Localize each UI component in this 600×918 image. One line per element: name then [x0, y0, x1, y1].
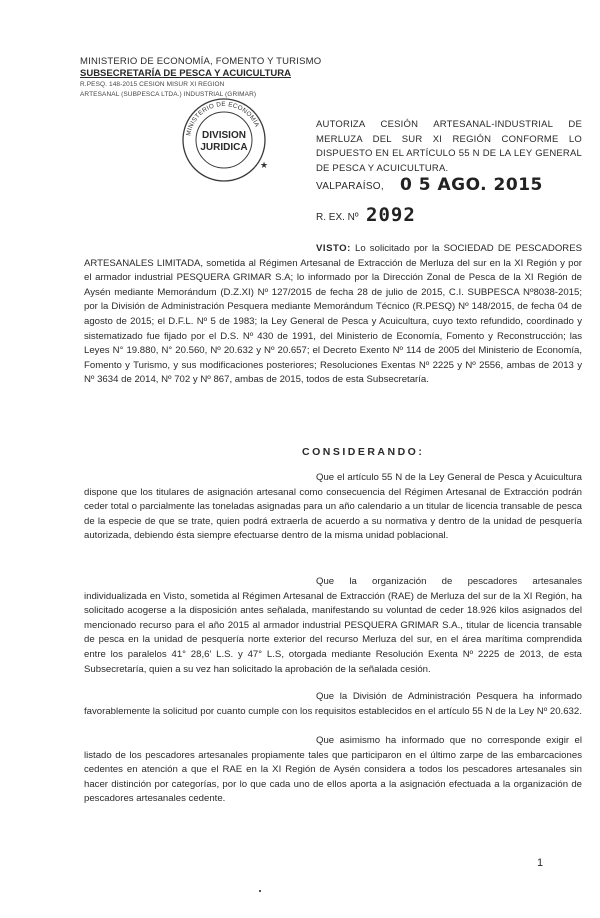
- scan-mark: [259, 890, 261, 892]
- stamp-line-1: DIVISION: [202, 130, 246, 141]
- resolution-subject: AUTORIZA CESIÓN ARTESANAL-INDUSTRIAL DE MERLUZA DEL SUR XI REGIÓN CONFORME LO DISPUESTO EN EL ARTÍCULO 55 N DE LA LEY GENERAL DE PESCA Y ACUICULTURA.: [316, 119, 582, 174]
- letterhead: [80, 56, 321, 100]
- considerando-paragraph-3: Que la División de Administración Pesquera ha informado favorablemente la solicitud por cuanto cumple con los requisitos establecidos en el artículo 55 N de la Ley Nº 20.632.: [84, 691, 582, 717]
- division-juridica-stamp: [180, 96, 268, 184]
- considerando-heading: CONSIDERANDO:: [302, 446, 425, 458]
- reference-line-1: R.PESQ. 148-2015 CESION MISUR XI REGION: [80, 81, 225, 88]
- stamp-ring-text: MINISTERIO DE ECONOMÍA: [185, 100, 261, 137]
- stamp-line-2: JURIDICA: [200, 142, 248, 153]
- subsecretaria-name: SUBSECRETARÍA DE PESCA Y ACUICULTURA: [80, 68, 291, 79]
- city-label: VALPARAÍSO,: [316, 181, 384, 192]
- resolution-number: 2092: [366, 204, 416, 226]
- visto-paragraph: [84, 242, 582, 388]
- visto-label: VISTO:: [316, 243, 351, 254]
- resolution-number-line: [316, 204, 416, 226]
- reference-line-2: ARTESANAL (SUBPESCA LTDA.) INDUSTRIAL (GRIMAR): [80, 91, 257, 98]
- considerando-paragraph-4: Que asimismo ha informado que no corresponde exigir el listado de los pescadores artesanales propiamente tales que participaron en el último zarpe de las embarcaciones cedentes en atención a que el RAE en la XI Región de Aysén considera a todos los pescadores artesanales sin hacer distinción por categorías, por lo que cada uno de ellos aporta a la asignación efectuada a la organización de pescadores artesanales cedente.: [84, 735, 582, 805]
- stamp-seal-icon: [180, 96, 268, 184]
- ministry-name: MINISTERIO DE ECONOMÍA, FOMENTO Y TURISMO: [80, 56, 322, 67]
- date-line: [316, 175, 543, 195]
- visto-text: Lo solicitado por la SOCIEDAD DE PESCADORES ARTESANALES LIMITADA, sometida al Régimen Artesanal de Extracción de Merluza del sur en la XI Región y por el armador industrial PESQUERA GRIMAR S.A; lo informado por la Dirección Zonal de Pesca de la XI Región de Aysén mediante Memorándum (D.Z.XI) Nº 127/2015 de fecha 28 de julio de 2015, C.I. SUBPESCA Nº8038-2015; por la División de Administración Pesquera mediante Memorándum Técnico (R.PESQ) Nº 148/2015, de fecha 04 de agosto de 2015; el D.F.L. Nº 5 de 1983; la Ley General de Pesca y Acuicultura, cuyo texto refundido, coordinado y sistematizado fue fijado por el D.S. Nº 430 de 1991, del Ministerio de Economía, Fomento y Reconstrucción; las Leyes N° 19.880, N° 20.560, Nº 20.632 y Nº 20.657; el Decreto Exento Nº 114 de 2005 del Ministerio de Economía, Fomento y Turismo, y sus modificaciones posteriores; Resoluciones Exentas Nº 2225 y Nº 2556, ambas de 2013 y Nº 3634 de 2014, Nº 702 y Nº 867, ambas de 2015, todos de esta Subsecretaría.: [84, 243, 583, 386]
- considerando-paragraph-1: Que el artículo 55 N de la Ley General de Pesca y Acuicultura dispone que los titulares de asignación artesanal como consecuencia del Régimen Artesanal de Extracción podrán ceder total o parcialmente las toneladas asignadas para un año calendario a un titular de licencia transable de pesca de la especie de que se trate, quien podrá extraerla de acuerdo a su normativa y dentro de la unidad de pesquería autorizada, debiendo ésta siempre efectuarse dentro de la misma unidad poblacional.: [84, 472, 582, 542]
- date-stamp: 0 5 AGO. 2015: [400, 175, 543, 195]
- page-number: 1: [537, 857, 544, 869]
- considerando-paragraph-2: Que la organización de pescadores artesanales individualizada en Visto, sometida al Régimen Artesanal de Extracción (RAE) de Merluza del sur de la XI Región, ha solicitado acogerse a la disposición antes señalada, manifestando su voluntad de ceder 18.926 kilos asignados del mencionado recurso para el año 2015 al armador industrial PESQUERA GRIMAR S.A., titular de licencia transable de pesca en la unidad de pesquería norte exterior del recurso Merluza del sur, en el área marítima comprendida entre los paralelos 41° 28,6' L.S. y 47° L.S, otorgada mediante Resolución Exenta Nº 2225 de 2013, de esta Subsecretaría, quien a su vez han solicitado la aprobación de la señalada cesión.: [84, 576, 582, 675]
- stamp-star-icon: ★: [260, 160, 268, 170]
- resolution-label: R. EX. Nº: [316, 212, 359, 223]
